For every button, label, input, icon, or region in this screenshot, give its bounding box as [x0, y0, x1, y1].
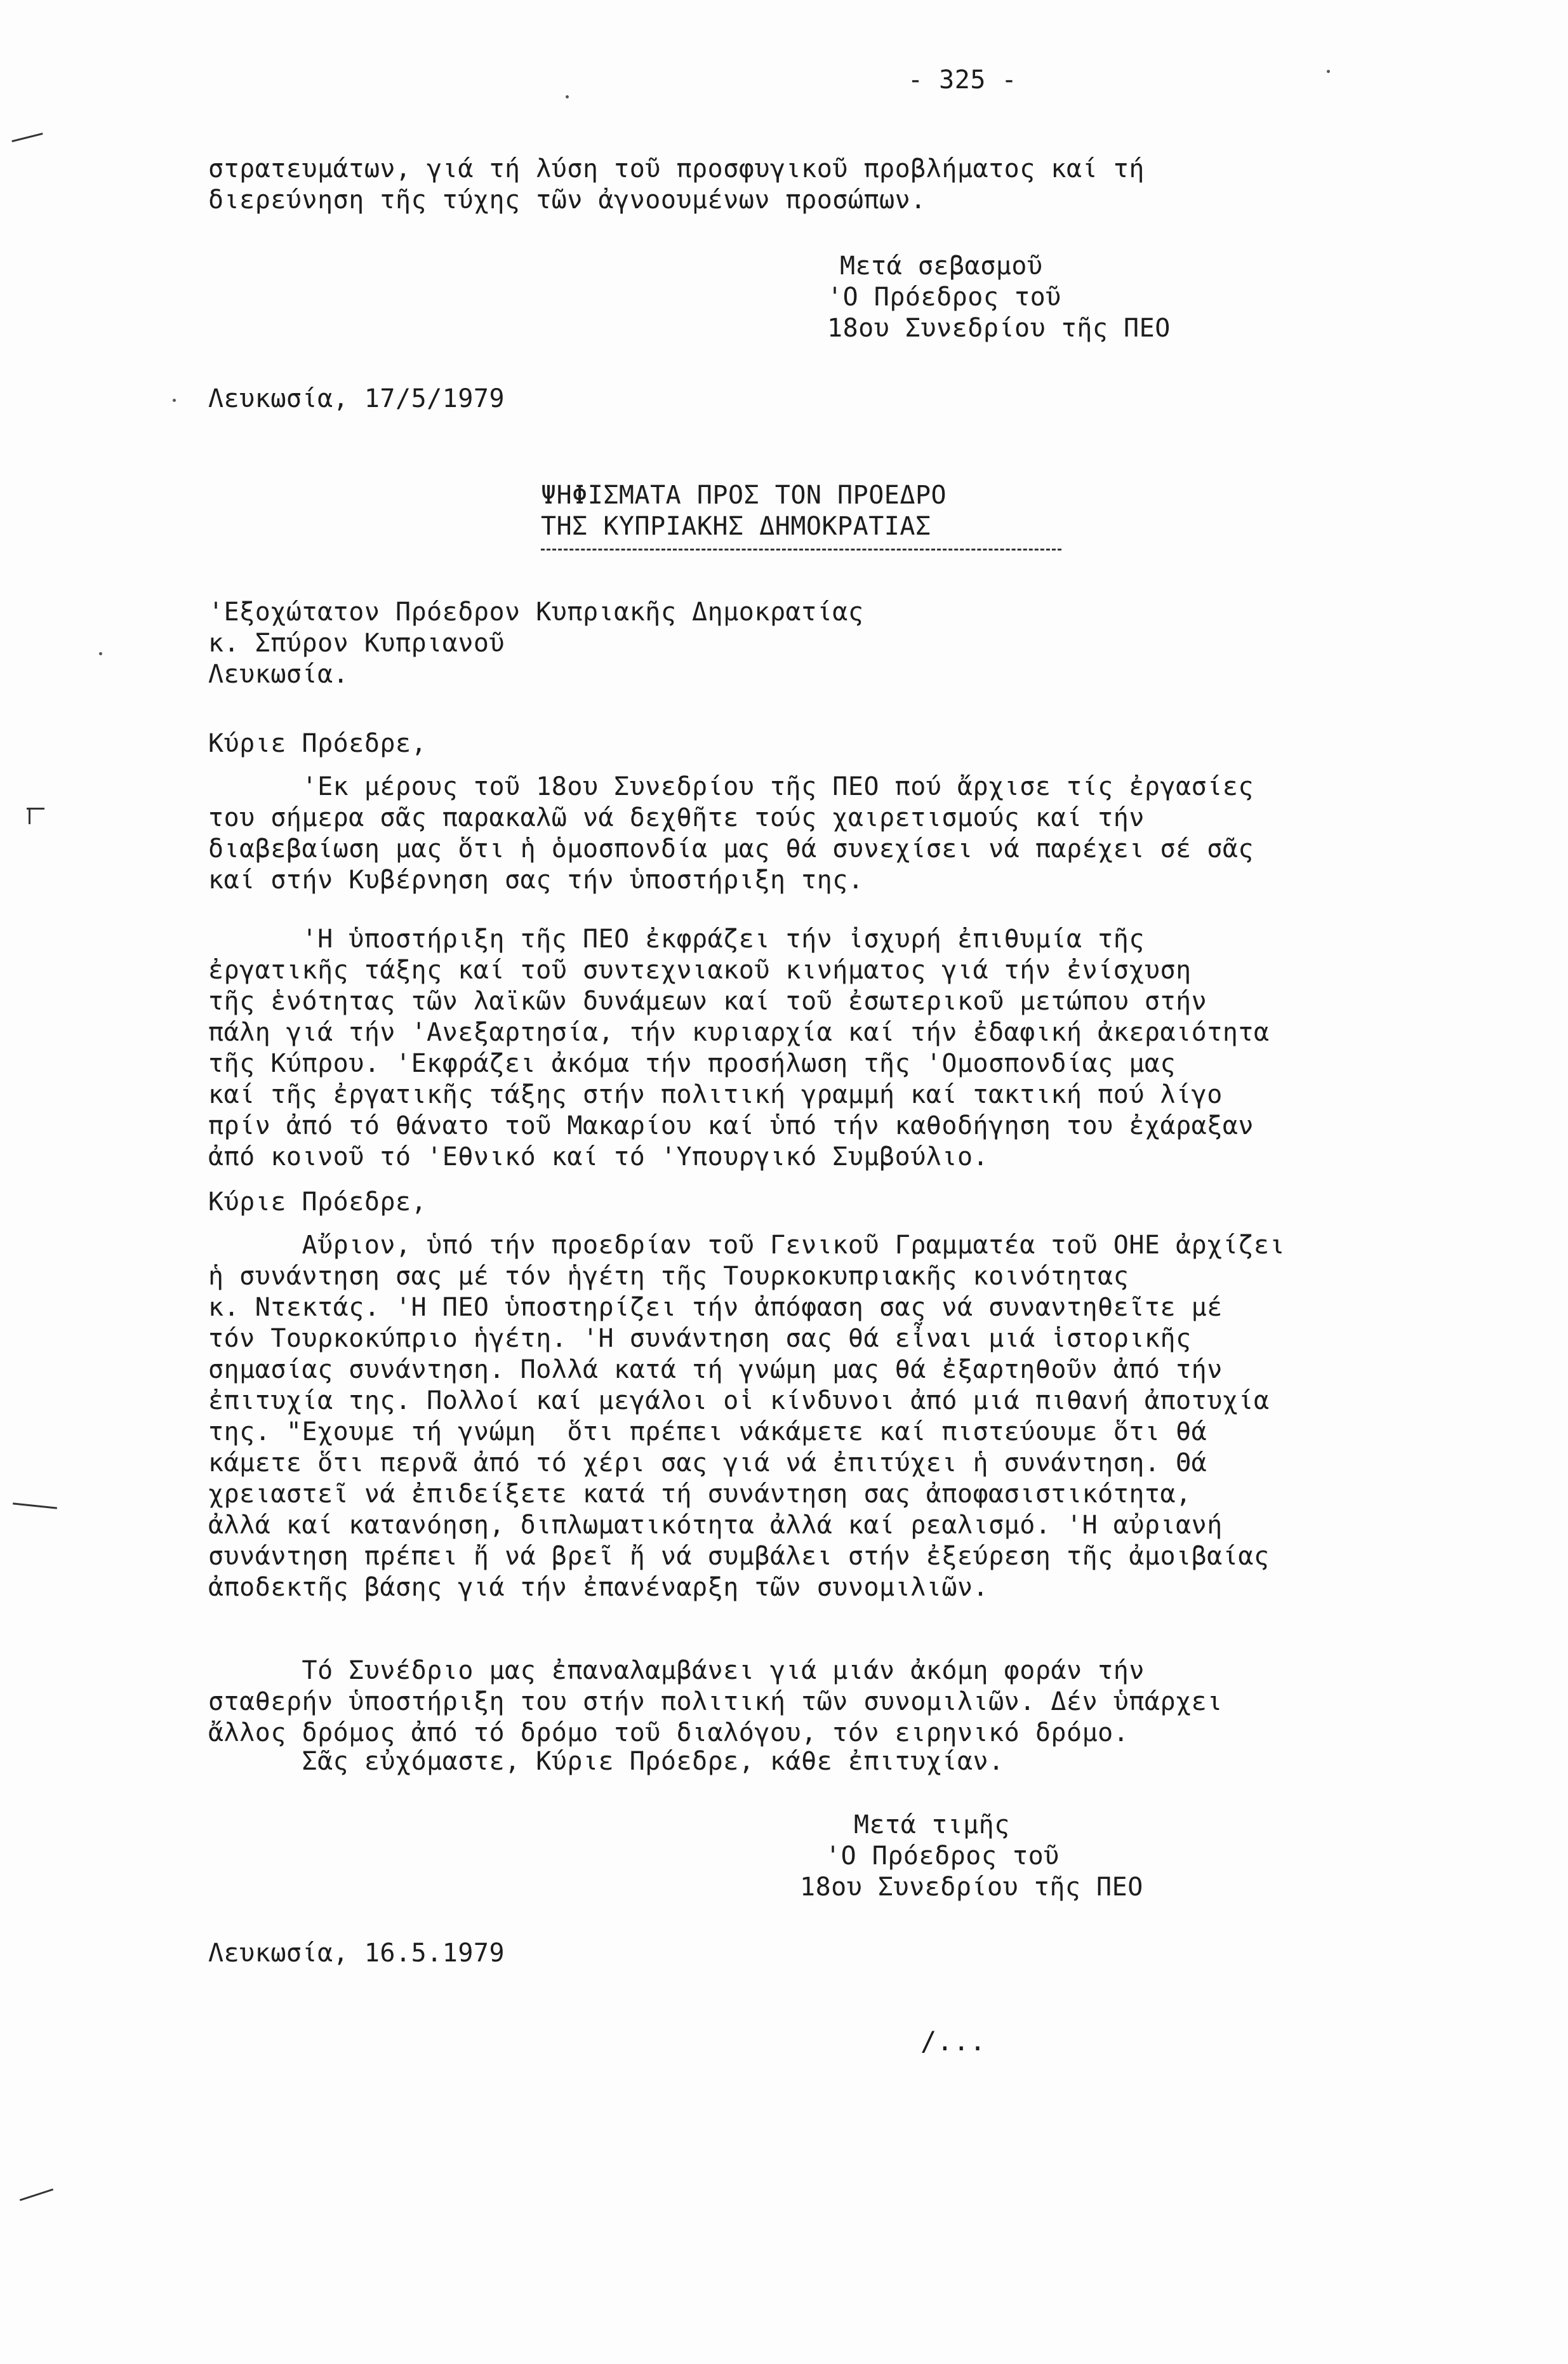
margin-mark [11, 133, 43, 142]
signature-block-1: Μετά σεβασμοῦ 'Ο Πρόεδρος τοῦ 18ου Συνεδρίου τῆς ΠΕΟ [827, 251, 1171, 343]
speck [99, 652, 102, 655]
paragraph-2: 'Η ὑποστήριξη τῆς ΠΕΟ ἐκφράζει τήν ἰσχυρή ἐπιθυμία τῆς ἐργατικῆς τάξης καί τοῦ συντεχνιακοῦ κινήματος γιά τήν ἐνίσχυση τῆς ἑνότητας τῶν λαϊκῶν δυνάμεων καί τοῦ ἐσωτερικοῦ μετώπου στήν πάλη γιά τήν 'Ανεξαρτησία, τήν κυριαρχία καί τήν ἐδαφική ἀκεραιότητα τῆς Κύπρου. 'Εκφράζει ἀκόμα τήν προσήλωση τῆς 'Ομοσπονδίας μας καί τῆς ἐργατικῆς τάξης στήν πολιτική γραμμή καί τακτική πού λίγο πρίν ἀπό τό θάνατο τοῦ Μακαρίου καί ὑπό τήν καθοδήγηση του ἐχάραξαν ἀπό κοινοῦ τό 'Εθνικό καί τό 'Υπουργικό Συμβούλιο. [208, 925, 1270, 1172]
margin-mark [13, 1502, 57, 1509]
speck [566, 95, 569, 98]
title-underline [541, 549, 1061, 551]
speck [173, 399, 176, 402]
margin-mark [20, 2189, 53, 2201]
resolution-title: ΨΗΦΙΣΜΑΤΑ ΠΡΟΣ ΤΟΝ ΠΡΟΕΔΡΟ ΤΗΣ ΚΥΠΡΙΑΚΗΣ ΔΗΜΟΚΡΑΤΙΑΣ [541, 481, 947, 541]
salutation-1: Κύριε Πρόεδρε, [208, 729, 427, 758]
paragraph-4: Τό Συνέδριο μας ἐπαναλαμβάνει γιά μιάν ἀκόμη φοράν τήν σταθερήν ὑποστήριξη του στήν πολιτική τῶν συνομιλιῶν. Δέν ὑπάρχει ἄλλος δρόμος ἀπό τό δρόμο τοῦ διαλόγου, τόν ειρηνικό δρόμο. [208, 1656, 1223, 1747]
speck [1327, 70, 1330, 73]
continuation-mark: /... [920, 2026, 987, 2057]
margin-mark [29, 808, 30, 824]
recipient-address: 'Εξοχώτατον Πρόεδρον Κυπριακῆς Δημοκρατίας κ. Σπύρον Κυπριανοῦ Λευκωσία. [208, 598, 864, 689]
paragraph-1: 'Εκ μέρους τοῦ 18ου Συνεδρίου τῆς ΠΕΟ πού ἄρχισε τίς ἐργασίες του σήμερα σᾶς παρακαλῶ νά δεχθῆτε τούς χαιρετισμούς καί τήν διαβεβαίωση μας ὅτι ἡ ὁμοσπονδία μας θά συνεχίσει νά παρέχει σέ σᾶς καί στήν Κυβέρνηση σας τήν ὑποστήριξη της. [208, 772, 1254, 895]
page-number: - 325 - [908, 65, 1018, 95]
salutation-2: Κύριε Πρόεδρε, [208, 1187, 427, 1217]
date-line-2: Λευκωσία, 16.5.1979 [208, 1939, 505, 1968]
intro-text: στρατευμάτων, γιά τή λύση τοῦ προσφυγικοῦ προβλήματος καί τή διερεύνηση τῆς τύχης τῶν ἀγνοουμένων προσώπων. [208, 154, 1145, 215]
paragraph-3: Αὔριον, ὑπό τήν προεδρίαν τοῦ Γενικοῦ Γραμματέα τοῦ ΟΗΕ ἀρχίζει ἡ συνάντηση σας μέ τόν ἡγέτη τῆς Τουρκοκυπριακῆς κοινότητας κ. Ντεκτάς. 'Η ΠΕΟ ὑποστηρίζει τήν ἀπόφαση σας νά συναντηθεῖτε μέ τόν Τουρκοκύπριο ἡγέτη. 'Η συνάντηση σας θά εἶναι μιά ἱστορικῆς σημασίας συνάντηση. Πολλά κατά τή γνώμη μας θά ἐξαρτηθοῦν ἀπό τήν ἐπιτυχία της. Πολλοί καί μεγάλοι οἱ κίνδυνοι ἀπό μιά πιθανή ἀποτυχία της. "Εχουμε τή γνώμη ὅτι πρέπει νάκάμετε καί πιστεύουμε ὅτι θά κάμετε ὅτι περνᾶ ἀπό τό χέρι σας γιά νά ἐπιτύχει ἡ συνάντηση. Θά χρειαστεῖ νά ἐπιδείξετε κατά τή συνάντηση σας ἀποφασιστικότητα, ἀλλά καί κατανόηση, διπλωματικότητα ἀλλά καί ρεαλισμό. 'Η αὐριανή συνάντηση πρέπει ἤ νά βρεῖ ἤ νά συμβάλει στήν ἐξεύρεση τῆς ἀμοιβαίας ἀποδεκτῆς βάσης γιά τήν ἐπανέναρξη τῶν συνομιλιῶν. [208, 1231, 1286, 1602]
paragraph-5: Σᾶς εὐχόμαστε, Κύριε Πρόεδρε, κάθε ἐπιτυχίαν. [208, 1747, 1004, 1776]
signature-block-2: Μετά τιμῆς 'Ο Πρόεδρος τοῦ 18ου Συνεδρίου τῆς ΠΕΟ [800, 1810, 1143, 1902]
date-line-1: Λευκωσία, 17/5/1979 [208, 384, 505, 413]
